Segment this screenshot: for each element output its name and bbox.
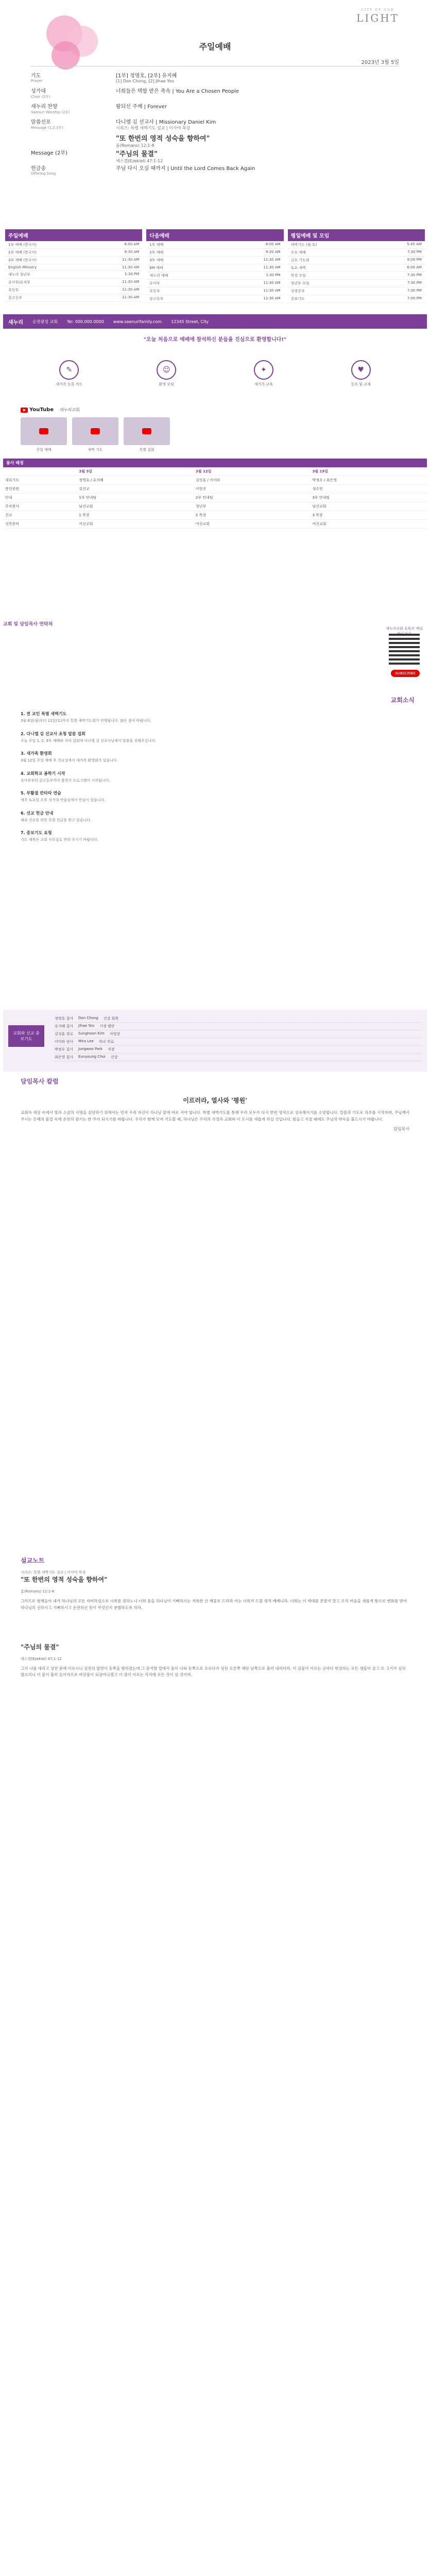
church-site[interactable]: www.saenurifamily.com bbox=[113, 319, 162, 324]
schedule-head: 주일예배 bbox=[5, 229, 142, 241]
news-heading: 2. 다니엘 김 선교사 초청 말씀 집회 bbox=[21, 731, 85, 736]
schedule-time: 9:30 AM bbox=[124, 250, 140, 254]
row-label: 성찬준비 bbox=[3, 520, 77, 529]
prayer-topic: 직장 bbox=[108, 1047, 115, 1052]
row-label: 주차봉사 bbox=[3, 502, 77, 511]
schedule-time: 11:30 AM bbox=[122, 280, 140, 284]
order-label-en: Choir (2부) bbox=[31, 95, 50, 99]
column-signature: 담임목사 bbox=[393, 1126, 409, 1131]
video-thumbnail[interactable] bbox=[21, 417, 67, 452]
list-item bbox=[55, 1030, 422, 1038]
schedule-item: 수요 예배 bbox=[290, 250, 306, 255]
news-body: 3월 12일 주일 예배 후 친교실에서 새가족 환영회가 있습니다. bbox=[21, 758, 118, 762]
news-item bbox=[21, 751, 409, 764]
schedule-time: 6:00 AM bbox=[407, 265, 422, 269]
order-row bbox=[31, 164, 399, 179]
schedule-item: 초등부 bbox=[8, 288, 19, 292]
youtube-channel[interactable]: 새누리교회 bbox=[60, 408, 80, 412]
news-heading: 3. 새가족 환영회 bbox=[21, 751, 52, 756]
cell: 김성훈 / 이미라 bbox=[194, 476, 311, 485]
schedule-item: 토요 새벽 bbox=[290, 266, 306, 270]
row-label: 안내 bbox=[3, 494, 77, 502]
prayer-name: 김성훈 장로 bbox=[55, 1032, 74, 1036]
prayer-name-en: Jungwoo Park bbox=[78, 1047, 103, 1051]
order-row bbox=[31, 102, 399, 117]
sermon-text: 그러므로 형제들아 내가 하나님의 모든 자비하심으로 너희를 권하노니 너희 몸을 하나님이 기뻐하시는 거룩한 산 제물로 드리라 이는 너희가 드릴 영적 예배니라. 너희는 이 세대를 본받지 말고 오직 마음을 새롭게 함으로 변화를 받아 하나님의 선하시고 기뻐하시고 온전하신 뜻이 무엇인지 분별하도록 하라. bbox=[21, 1599, 407, 1610]
news-body: 유아부부터 중고등부까지 봄학기 프로그램이 시작됩니다. bbox=[21, 778, 110, 783]
assignment-head: 봉사 배정 bbox=[3, 459, 427, 467]
order-label-en: Saenuri Worship (2부) bbox=[31, 110, 71, 114]
step-caption: 환영 모임 bbox=[159, 382, 174, 386]
schedule-item: EM 예배 bbox=[149, 266, 163, 270]
cell: 여선교회 bbox=[194, 520, 311, 529]
schedule-item: 성경공부 bbox=[290, 289, 305, 293]
news-heading: 5. 부활절 칸타타 연습 bbox=[21, 791, 61, 795]
schedule-item: 초등부 bbox=[149, 289, 160, 293]
news-item bbox=[21, 810, 409, 823]
schedule-item: 금요 기도회 bbox=[290, 258, 309, 262]
church-name: 순천광성 교회 bbox=[32, 319, 58, 324]
play-icon bbox=[21, 408, 28, 413]
people-icon: ☺ bbox=[157, 360, 176, 380]
welcome-title: "오늘 처음으로 예배에 참석하신 분들을 진심으로 환영합니다!" bbox=[143, 337, 287, 343]
sermon2-ref: 에스겔(Ezekiel) 47:1-12 bbox=[21, 1656, 62, 1661]
schedule-time: 11:30 AM bbox=[263, 296, 281, 300]
list-item bbox=[55, 1054, 422, 1061]
order-label: 새누리 찬양 bbox=[31, 104, 58, 110]
order-label: 기도 bbox=[31, 73, 41, 79]
order-value: 너희들은 택함 받은 족속 | You Are a Chosen People bbox=[116, 89, 239, 94]
cell: 김선교 bbox=[77, 485, 194, 494]
brand-logo bbox=[356, 8, 399, 24]
news-heading: 6. 선교 헌금 안내 bbox=[21, 810, 54, 816]
table-row bbox=[3, 476, 427, 485]
video-caption: 새벽 기도 bbox=[88, 448, 103, 452]
play-icon bbox=[39, 428, 48, 434]
news-item bbox=[21, 830, 409, 843]
play-icon bbox=[142, 428, 151, 434]
schedule-item: 유아부/유치부 bbox=[8, 280, 30, 284]
row-label: 대표기도 bbox=[3, 476, 77, 485]
schedule-head: 다음예배 bbox=[146, 229, 283, 241]
play-icon bbox=[91, 428, 100, 434]
sermon2-headline: "주님의 물결" bbox=[21, 1643, 59, 1651]
brand-big: LIGHT bbox=[356, 12, 399, 24]
list-item bbox=[55, 1046, 422, 1054]
prayer-topic: 건강 bbox=[110, 1055, 118, 1059]
prayer-name-en: Mira Lee bbox=[78, 1039, 94, 1043]
schedule-item: 2부 예배 (한국어) bbox=[8, 250, 37, 255]
prayer-topic: 사업장 bbox=[109, 1032, 121, 1036]
order-row bbox=[31, 71, 399, 87]
cell: 1 목장 bbox=[77, 511, 194, 520]
prayer-name: 이미라 권사 bbox=[55, 1040, 74, 1044]
youtube-logo[interactable] bbox=[21, 407, 54, 413]
col-header: 3월 19일 bbox=[310, 467, 427, 476]
schedule-item: 3부 예배 (한국어) bbox=[8, 258, 37, 262]
order-sub: [1] Don Chong, [2] Jihae Yoo bbox=[116, 79, 174, 83]
news-item bbox=[21, 771, 409, 784]
prayer-topic: 건강 회복 bbox=[103, 1016, 119, 1021]
heart-icon: ♥ bbox=[351, 360, 371, 380]
prayer-name-en: Jihae Yoo bbox=[78, 1024, 95, 1028]
prayer-topic: 자녀 진로 bbox=[98, 1040, 114, 1044]
schedule-time: 1:30 PM bbox=[125, 272, 140, 276]
schedule-time: 11:30 AM bbox=[122, 265, 140, 269]
schedule-item: 새누리 청년부 bbox=[8, 273, 30, 277]
welcome-step bbox=[243, 360, 284, 387]
order-sub: 에스겔(Ezekiel) 47:1-12 bbox=[116, 159, 163, 163]
sermon-notes-title: 설교노트 bbox=[21, 1557, 45, 1564]
video-caption: 주일 예배 bbox=[36, 448, 51, 452]
list-item bbox=[55, 1015, 422, 1023]
step-caption: 등록 및 교제 bbox=[351, 382, 371, 386]
schedule-item: 1부 예배 (한국어) bbox=[8, 243, 37, 247]
qr-code-icon[interactable] bbox=[389, 634, 420, 665]
assignment-grid bbox=[3, 467, 427, 529]
order-value: 다니엘 김 선교사 | Missionary Daniel Kim bbox=[116, 120, 216, 125]
schedule-weekday bbox=[288, 229, 425, 303]
schedule-time: 11:30 AM bbox=[122, 287, 140, 292]
cell: 3부 안내팀 bbox=[310, 494, 427, 502]
schedule-time: 7:30 PM bbox=[407, 289, 422, 293]
table-row bbox=[3, 520, 427, 529]
order-value: 주님 다시 오실 때까지 | Until the Lord Comes Back Again bbox=[116, 166, 255, 172]
schedule-item: 새벽기도 (월-토) bbox=[290, 243, 317, 247]
schedule-time: 11:30 AM bbox=[122, 295, 140, 299]
schedule bbox=[0, 229, 430, 303]
schedule-item: 2부 예배 bbox=[149, 250, 164, 255]
schedule-time: 8:00 AM bbox=[124, 242, 140, 246]
service-title: 주일예배 bbox=[199, 42, 231, 52]
youtube-section bbox=[21, 407, 80, 413]
cell: 장수민 bbox=[310, 485, 427, 494]
list-item bbox=[55, 1023, 422, 1030]
brand-small: CITY OF GOD bbox=[361, 8, 394, 12]
welcome-section bbox=[0, 335, 430, 343]
order-label: 헌금송 bbox=[31, 166, 46, 172]
table-row bbox=[3, 502, 427, 511]
card-icon: ✎ bbox=[59, 360, 79, 380]
prayer-name-en: Don Chong bbox=[78, 1016, 98, 1020]
welcome-steps bbox=[21, 350, 409, 397]
schedule-time: 8:00 AM bbox=[265, 242, 281, 246]
news-item bbox=[21, 731, 409, 744]
welcome-step bbox=[146, 360, 187, 387]
order-label: 말씀선포 bbox=[31, 120, 51, 125]
schedule-time: 9:30 AM bbox=[265, 250, 281, 254]
order-label-en: Offering Song bbox=[31, 172, 56, 176]
schedule-head: 평일예배 및 모임 bbox=[288, 229, 425, 241]
qr-label: 새누리교회 유튜브 채널 bbox=[385, 626, 423, 631]
video-thumbnails bbox=[21, 417, 170, 452]
schedule-time: 7:30 PM bbox=[407, 281, 422, 285]
schedule-item: 새누리 예배 bbox=[149, 274, 168, 278]
order-value: [1부] 정명호, [2부] 유지혜 bbox=[116, 73, 177, 79]
prayer-name: 유지혜 집사 bbox=[55, 1024, 74, 1028]
news-item bbox=[21, 711, 409, 724]
schedule-time: 5:45 AM bbox=[407, 242, 422, 246]
prayer-list bbox=[55, 1015, 422, 1061]
news-heading: 7. 중보기도 요청 bbox=[21, 831, 52, 835]
cell: 박정우 / 최은영 bbox=[310, 476, 427, 485]
prayer-name: 최은영 집사 bbox=[55, 1055, 74, 1059]
cell: 3 목장 bbox=[310, 511, 427, 520]
prayer-name-en: Sunghoon Kim bbox=[78, 1031, 105, 1036]
schedule-time: 1:30 PM bbox=[266, 273, 281, 277]
prayer-topic: 가정 평안 bbox=[99, 1024, 115, 1028]
cell: 1부 안내팀 bbox=[77, 494, 194, 502]
video-thumbnail[interactable] bbox=[72, 417, 118, 452]
cell: 여선교회 bbox=[310, 520, 427, 529]
church-logo: 새누리 bbox=[8, 319, 23, 326]
column-text: 교회가 세상 속에서 빛과 소금의 사명을 감당하기 위해서는 먼저 우리 자신이 하나님 앞에 바로 서야 합니다. 특별 새벽기도를 통해 우리 모두가 다시 한번 영적으로 성숙해지기를 소망합니다. 말씀과 기도로 하루를 시작하며, 주님께서 주시는 은혜의 물결 속에 온전히 잠기는 한 주가 되시기를 바랍니다. 우리가 함께 모여 기도할 때, 하나님은 우리의 가정과 교회와 이 도시를 새롭게 하실 것입니다. 힘들고 지칠 때에도 주님의 약속을 붙드시기 바랍니다. bbox=[21, 1110, 409, 1122]
schedule-next bbox=[146, 229, 283, 303]
schedule-item: 청년부 모임 bbox=[290, 281, 309, 285]
order-label: 성가대 bbox=[31, 89, 46, 94]
step-caption: 새가족 등록 카드 bbox=[56, 382, 83, 386]
sermon-title: "또 한번의 영적 성숙을 향하여" bbox=[116, 135, 210, 143]
sermon2-text: 그가 나를 데리고 성전 문에 이르시니 성전의 앞면이 동쪽을 향하였는데 그 문지방 밑에서 물이 나와 동쪽으로 흐르다가 성전 오른쪽 제단 남쪽으로 흘러 내리더라. 이 강물이 이르는 곳마다 번성하는 모든 생물이 살고 또 고기가 심히 많으리니 이 물이 흘러 들어가므로 바닷물이 되살아나겠고 이 강이 이르는 각처에 모든 것이 살 것이며. bbox=[21, 1666, 406, 1677]
schedule-item: 중고등부 bbox=[149, 297, 164, 301]
table-row bbox=[3, 485, 427, 494]
order-sub: 롬(Romans) 12:1-8 bbox=[116, 143, 154, 148]
order-label: Message (2부) bbox=[31, 150, 67, 156]
video-caption: 특별 집회 bbox=[139, 448, 154, 452]
news-body: 매주 토요일 오후 성가대 연습실에서 연습이 있습니다. bbox=[21, 798, 106, 802]
schedule-item: English Ministry bbox=[8, 265, 37, 269]
order-value: 왕되신 주께 | Forever bbox=[116, 104, 167, 110]
prayer-name-en: Eunyoung Choi bbox=[78, 1055, 106, 1059]
service-date: 2023년 3월 5일 bbox=[361, 60, 399, 65]
prayer-section bbox=[3, 1010, 427, 1072]
schedule-item: 중고등부 bbox=[8, 296, 23, 300]
welcome-step bbox=[340, 360, 382, 387]
news-item bbox=[21, 790, 409, 803]
order-row bbox=[31, 133, 399, 148]
column-headline: 이르러라, 열사와 '평원' bbox=[183, 1097, 247, 1104]
schedule-item: 3부 예배 bbox=[149, 258, 164, 262]
order-of-worship bbox=[31, 71, 399, 179]
header bbox=[0, 0, 430, 176]
sermon-title: "주님의 물결" bbox=[116, 150, 158, 158]
col-header: 3월 5일 bbox=[77, 467, 194, 476]
prayer-side-label: 교회와 선교 중보기도 bbox=[8, 1025, 44, 1047]
row-label: 봉헌위원 bbox=[3, 485, 77, 494]
news-heading: 1. 전 교인 특별 새벽기도 bbox=[21, 711, 67, 716]
table-header bbox=[3, 467, 427, 476]
schedule-time: 11:30 AM bbox=[122, 258, 140, 262]
order-row bbox=[31, 117, 399, 133]
book-icon: ✦ bbox=[254, 360, 273, 380]
order-row bbox=[31, 87, 399, 102]
news-list bbox=[21, 711, 409, 850]
news-body: 3월 6일(월)부터 11일(토)까지 특별 새벽기도회가 진행됩니다. 많은 참여 바랍니다. bbox=[21, 719, 151, 723]
cell: 2 목장 bbox=[194, 511, 311, 520]
schedule-time: 11:30 AM bbox=[263, 265, 281, 269]
news-body: 오늘 주일 1, 2, 3부 예배와 저녁 집회에 다니엘 김 선교사님께서 말씀을 전해주십니다. bbox=[21, 738, 157, 743]
schedule-time: 7:30 PM bbox=[407, 250, 422, 254]
schedule-time: 8:00 PM bbox=[407, 258, 422, 262]
church-address: 12345 Street, City bbox=[171, 319, 209, 324]
news-heading: 4. 교회학교 봄학기 시작 bbox=[21, 771, 65, 776]
cell: 정명호 / 유지혜 bbox=[77, 476, 194, 485]
row-label: 친교 bbox=[3, 511, 77, 520]
prayer-name: 박정우 집사 bbox=[55, 1047, 74, 1052]
col-header bbox=[3, 467, 77, 476]
table-row bbox=[3, 494, 427, 502]
schedule-time: 7:00 PM bbox=[407, 296, 422, 300]
church-phone[interactable]: Tel: 000.000.0000 bbox=[66, 319, 104, 324]
news-title: 교회소식 bbox=[390, 697, 415, 704]
schedule-sunday bbox=[5, 229, 142, 303]
cell: 남선교회 bbox=[77, 502, 194, 511]
pastor-column bbox=[21, 1077, 409, 1132]
schedule-item: 1부 예배 bbox=[149, 243, 164, 247]
schedule-item: 목장 모임 bbox=[290, 274, 306, 278]
cell: 여선교회 bbox=[77, 520, 194, 529]
step-caption: 새가족 교육 bbox=[254, 382, 273, 386]
contacts-head: 교회 및 담임목사 연락처 bbox=[3, 622, 53, 627]
news-body: 기도 제목은 교회 사무실로 연락 주시기 바랍니다. bbox=[21, 838, 98, 842]
prayer-name: 정명호 집사 bbox=[55, 1016, 74, 1021]
contacts-section bbox=[3, 618, 427, 629]
order-label-en: Message (1,2,3부) bbox=[31, 126, 63, 130]
cell: 이현진 bbox=[194, 485, 311, 494]
list-item bbox=[55, 1038, 422, 1046]
cell: 남선교회 bbox=[310, 502, 427, 511]
sermon-ref: 롬(Romans) 12:1-8 bbox=[21, 1589, 55, 1594]
schedule-time: 11:30 AM bbox=[263, 258, 281, 262]
news-body: 해외 선교를 위한 특별 헌금을 받고 있습니다. bbox=[21, 818, 92, 822]
youtube-brand: YouTube bbox=[29, 407, 54, 413]
col-header: 3월 12일 bbox=[194, 467, 311, 476]
subscribe-button[interactable]: SUBSCRIBE bbox=[391, 670, 420, 677]
schedule-time: 11:30 AM bbox=[263, 289, 281, 293]
schedule-item: 중보기도 bbox=[290, 297, 305, 301]
column-title: 담임목사 칼럼 bbox=[21, 1078, 59, 1085]
sermon-headline: "또 한번의 영적 성숙을 향하여" bbox=[21, 1576, 108, 1583]
sermon-notes bbox=[21, 1556, 409, 1679]
order-sub: 시리즈: 특별 새벽기도 설교 | 이사야 묵상 bbox=[116, 126, 191, 130]
order-label-en: Prayer bbox=[31, 79, 43, 83]
welcome-step bbox=[48, 360, 90, 387]
table-row bbox=[3, 511, 427, 520]
order-row bbox=[31, 148, 399, 164]
church-banner bbox=[3, 314, 427, 329]
cell: 2부 안내팀 bbox=[194, 494, 311, 502]
schedule-item: 유아부 bbox=[149, 281, 160, 285]
schedule-time: 7:30 PM bbox=[407, 273, 422, 277]
schedule-time: 11:30 AM bbox=[263, 281, 281, 285]
sermon-series: 시리즈: 특별 새벽기도 설교 | 이사야 묵상 bbox=[21, 1570, 86, 1574]
video-thumbnail[interactable] bbox=[124, 417, 170, 452]
assignment-table bbox=[3, 459, 427, 529]
cell: 청년부 bbox=[194, 502, 311, 511]
